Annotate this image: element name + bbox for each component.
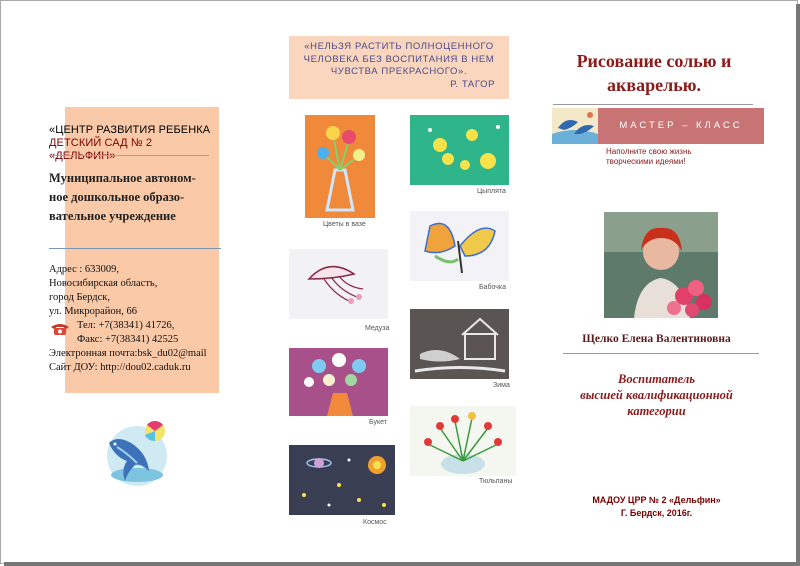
divider xyxy=(553,104,753,105)
master-class-banner: МАСТЕР – КЛАСС xyxy=(598,108,764,144)
tagline-line: творческими идеями! xyxy=(606,157,686,166)
quote-author: Р. ТАГОР xyxy=(450,78,495,90)
website-url: Сайт ДОУ: http://dou02.caduk.ru xyxy=(49,362,191,373)
quote xyxy=(293,41,505,91)
quote-line: «НЕЛЬЗЯ РАСТИТЬ ПОЛНОЦЕННОГО xyxy=(304,41,494,52)
caption-tulips: Тюльпаны xyxy=(479,478,513,485)
page-shadow xyxy=(796,4,800,564)
dolphin-ball-image xyxy=(97,413,181,487)
caption-chicks: Цыплята xyxy=(477,188,506,195)
footer-line: МАДОУ ЦРР № 2 «Дельфин» xyxy=(592,495,721,505)
contacts-block xyxy=(49,263,224,375)
quote-line: ЧУВСТВА ПРЕКРАСНОГО». xyxy=(330,66,468,77)
teacher-name: Щелко Елена Валентиновна xyxy=(582,333,731,345)
organization-name xyxy=(49,169,219,226)
address-line: город Бердск, xyxy=(49,292,110,303)
caption-butterfly: Бабочка xyxy=(479,284,506,291)
center-title-line2: ДЕТСКИЙ САД № 2 «ДЕЛЬФИН» xyxy=(49,137,153,162)
picture-butterfly xyxy=(410,211,509,281)
main-title xyxy=(549,49,759,97)
center-title xyxy=(49,124,219,163)
org-line: ное дошкольное образо- xyxy=(49,190,185,204)
phone-number: Тел: +7(38341) 41726, xyxy=(77,320,175,331)
divider xyxy=(49,248,221,249)
org-line: вательное учреждение xyxy=(49,209,176,223)
picture-space xyxy=(289,445,395,515)
caption-jellyfish: Медуза xyxy=(365,325,390,332)
picture-chicks xyxy=(410,115,509,185)
page-shadow xyxy=(4,562,800,566)
role-line: Воспитатель xyxy=(618,372,695,386)
phone-icon xyxy=(50,322,70,336)
teacher-role xyxy=(549,371,764,419)
email-address: Электронная почта:bsk_du02@mail xyxy=(49,348,207,359)
divider xyxy=(563,353,759,354)
title-line: Рисование солью и xyxy=(576,51,732,71)
tagline xyxy=(606,147,756,167)
center-title-line1: «ЦЕНТР РАЗВИТИЯ РЕБЕНКА xyxy=(49,124,211,136)
address-line: ул. Микрорайон, 66 xyxy=(49,306,137,317)
dolphin-banner-image xyxy=(552,108,598,144)
role-line: высшей квалификационной xyxy=(580,388,733,402)
fax-number: Факс: +7(38341) 42525 xyxy=(77,334,179,345)
caption-winter: Зима xyxy=(493,382,510,389)
divider xyxy=(49,155,209,156)
address-line: Новосибирская область, xyxy=(49,278,158,289)
picture-winter xyxy=(410,309,509,379)
tagline-line: Наполните свою жизнь xyxy=(606,147,692,156)
footer-line: Г. Бердск, 2016г. xyxy=(620,508,693,518)
quote-line: ЧЕЛОВЕКА БЕЗ ВОСПИТАНИЯ В НЕМ xyxy=(303,53,495,65)
picture-bouquet xyxy=(289,348,388,416)
org-line: Муниципальное автоном- xyxy=(49,171,196,185)
role-line: категории xyxy=(627,404,686,418)
picture-tulips xyxy=(410,406,516,476)
address-line: Адрес : 633009, xyxy=(49,264,120,275)
title-line: акварелью. xyxy=(607,75,701,95)
caption-flowers-vase: Цветы в вазе xyxy=(323,221,366,228)
picture-flowers-vase xyxy=(305,115,375,218)
caption-bouquet: Букет xyxy=(369,419,387,426)
footer xyxy=(549,494,764,520)
teacher-photo xyxy=(604,212,718,318)
caption-space: Космос xyxy=(363,519,387,526)
picture-jellyfish xyxy=(289,249,388,319)
